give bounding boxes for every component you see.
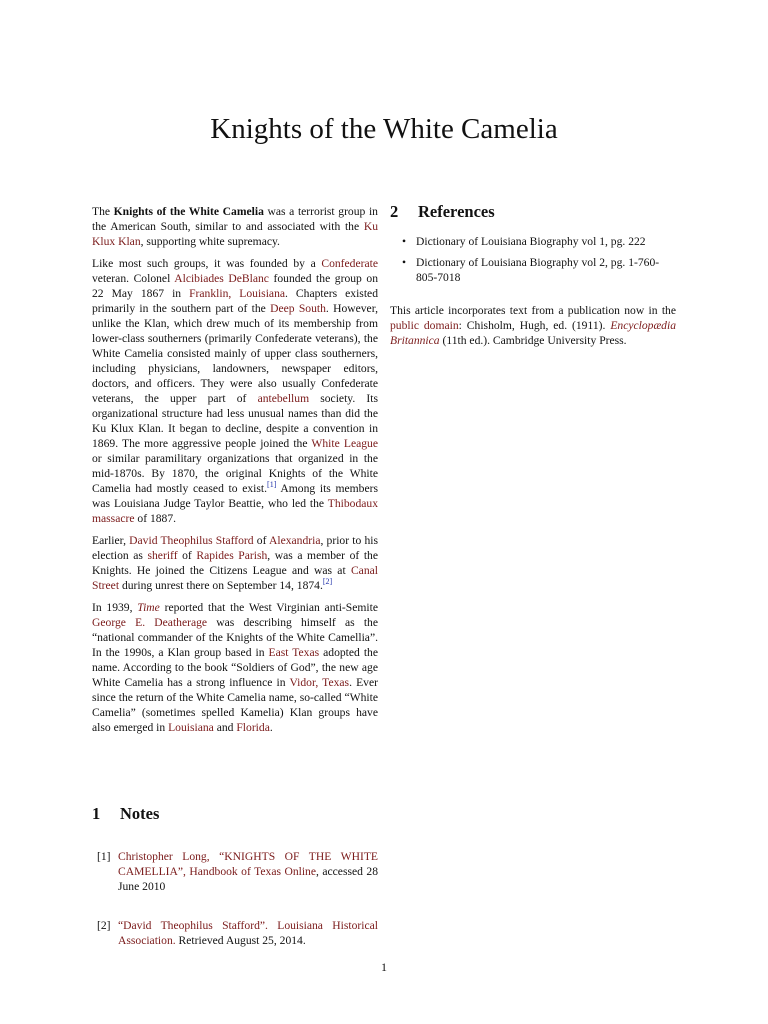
link-louisiana[interactable]: Louisiana	[168, 721, 214, 734]
link-antebellum[interactable]: antebellum	[257, 392, 310, 405]
link-sheriff[interactable]: sheriff	[147, 549, 178, 562]
link-encyclopaedia-britannica[interactable]: Encyclopædia Britannica	[390, 319, 676, 347]
attribution-paragraph	[390, 303, 676, 348]
link-canal-street[interactable]: Canal Street	[92, 564, 378, 592]
page-number: 1	[381, 960, 387, 974]
section-title: Notes	[120, 804, 160, 823]
article-subject: Knights of the White Camelia	[113, 205, 264, 218]
references-heading	[390, 202, 676, 222]
link-florida[interactable]: Florida	[236, 721, 270, 734]
section-title: References	[418, 202, 495, 221]
link-thibodaux-massacre[interactable]: Thibodaux massacre	[92, 497, 378, 525]
text: Among its members was Louisiana Judge Taylor Beattie, who led the	[92, 482, 378, 510]
link-time[interactable]: Time	[137, 601, 160, 614]
text: Like most such groups, it was founded by a	[92, 257, 322, 270]
note-label: [1]	[97, 850, 111, 863]
note-label: [2]	[97, 919, 111, 932]
paragraph-modern	[92, 600, 378, 735]
text: founded the group on 22 May 1867 in	[92, 272, 378, 300]
note-link[interactable]: Christopher Long, “KNIGHTS OF THE WHITE CAMELLIA”, Handbook of Texas Online	[118, 850, 378, 878]
text: .	[269, 721, 273, 734]
text: adopted the name. According to the book “Soldiers of God”, the new age White Camelia has a strong influence in	[92, 646, 378, 689]
paragraph-intro	[92, 204, 378, 249]
text: This article incorporates text from a publication now in the	[390, 304, 676, 317]
link-east-texas[interactable]: East Texas	[268, 646, 320, 659]
text: : Chisholm, Hugh, ed. (1911).	[458, 319, 611, 332]
link-alcibiades-deblanc[interactable]: Alcibiades DeBlanc	[174, 272, 269, 285]
reference-text: Dictionary of Louisiana Biography vol 1, pg. 222	[416, 235, 646, 248]
text: Earlier,	[92, 534, 130, 547]
link-confederate[interactable]: Confederate	[321, 257, 378, 270]
link-ku-klux-klan[interactable]: Ku Klux Klan	[92, 220, 378, 248]
text: veteran. Colonel	[92, 272, 175, 285]
text: or similar paramilitary organizations that organized in the mid-1870s. By 1870, the original Knights of the White Camelia had mostly ceased to exist.	[92, 452, 378, 495]
list-item	[390, 255, 676, 285]
reference-text: Dictionary of Louisiana Biography vol 2, pg. 1-760-805-7018	[416, 256, 660, 284]
note-text: , accessed 28 June 2010	[118, 865, 378, 893]
note-text: Retrieved August 25, 2014.	[175, 934, 306, 947]
text: of	[253, 534, 269, 547]
text: , prior to his election as	[92, 534, 378, 562]
bullet-icon: •	[402, 235, 407, 248]
text: of 1887.	[134, 512, 177, 525]
link-rapides-parish[interactable]: Rapides Parish	[196, 549, 268, 562]
section-number: 1	[92, 804, 101, 823]
page-title: Knights of the White Camelia	[210, 113, 558, 145]
text: was describing himself as the “national commander of the Knights of the White Camellia”. In the 1990s, a Klan group based in	[92, 616, 378, 659]
list-item	[390, 234, 676, 249]
article-body	[92, 204, 378, 742]
link-alexandria[interactable]: Alexandria	[268, 534, 321, 547]
text: . Chapters existed primarily in the southern part of the	[92, 287, 378, 315]
paragraph-stafford	[92, 533, 378, 593]
link-white-league[interactable]: White League	[311, 437, 378, 450]
note-item	[92, 849, 378, 894]
text: In 1939,	[92, 601, 138, 614]
text: . Ever since the return of the White Camelia name, so-called “White Camelia” (sometimes spelled Kamelia) Klan groups have also emerged in	[92, 676, 378, 734]
references-column	[390, 202, 676, 355]
link-vidor-texas[interactable]: Vidor, Texas	[289, 676, 350, 689]
notes-section	[92, 804, 378, 948]
link-franklin-louisiana[interactable]: Franklin, Louisiana	[189, 287, 286, 300]
references-list	[390, 234, 676, 285]
link-george-deatherage[interactable]: George E. Deatherage	[92, 616, 208, 629]
note-link[interactable]: “David Theophilus Stafford”. Louisiana Historical Association.	[118, 919, 378, 947]
paragraph-history	[92, 256, 378, 526]
text: of	[177, 549, 197, 562]
text: society. Its organizational structure had less unusual names than did the Ku Klux Klan. It began to decline, despite a convention in 1869. The more aggressive people joined the	[92, 392, 378, 450]
note-item	[92, 918, 378, 948]
link-david-theophilus-stafford[interactable]: David Theophilus Stafford	[129, 534, 254, 547]
citation-link-1[interactable]: [1]	[267, 480, 277, 490]
text: reported that the West Virginian anti-Semite	[159, 601, 378, 614]
notes-heading	[92, 804, 378, 824]
text: , was a member of the Knights. He joined the Citizens League and was at	[92, 549, 378, 577]
text: during unrest there on September 14, 1874.	[119, 579, 323, 592]
citation-link-2[interactable]: [2]	[322, 577, 333, 587]
text: The	[92, 205, 114, 218]
link-deep-south[interactable]: Deep South	[270, 302, 326, 315]
text: was a terrorist group in the American South, similar to and associated with the	[92, 205, 378, 233]
link-public-domain[interactable]: public domain	[390, 319, 459, 332]
section-number: 2	[390, 202, 399, 221]
text: (11th ed.). Cambridge University Press.	[439, 334, 627, 347]
text: and	[213, 721, 237, 734]
text: , supporting white supremacy.	[140, 235, 280, 248]
text: . However, unlike the Klan, which drew much of its membership from lower-class southerners (primarily Confederate veterans), the White Camelia consisted mainly of upper class southerners, including physicians, landowners, newspaper editors, doctors, and officers. They were also usually Confederate veterans, the upper part of	[92, 302, 378, 405]
bullet-icon: •	[402, 256, 407, 269]
